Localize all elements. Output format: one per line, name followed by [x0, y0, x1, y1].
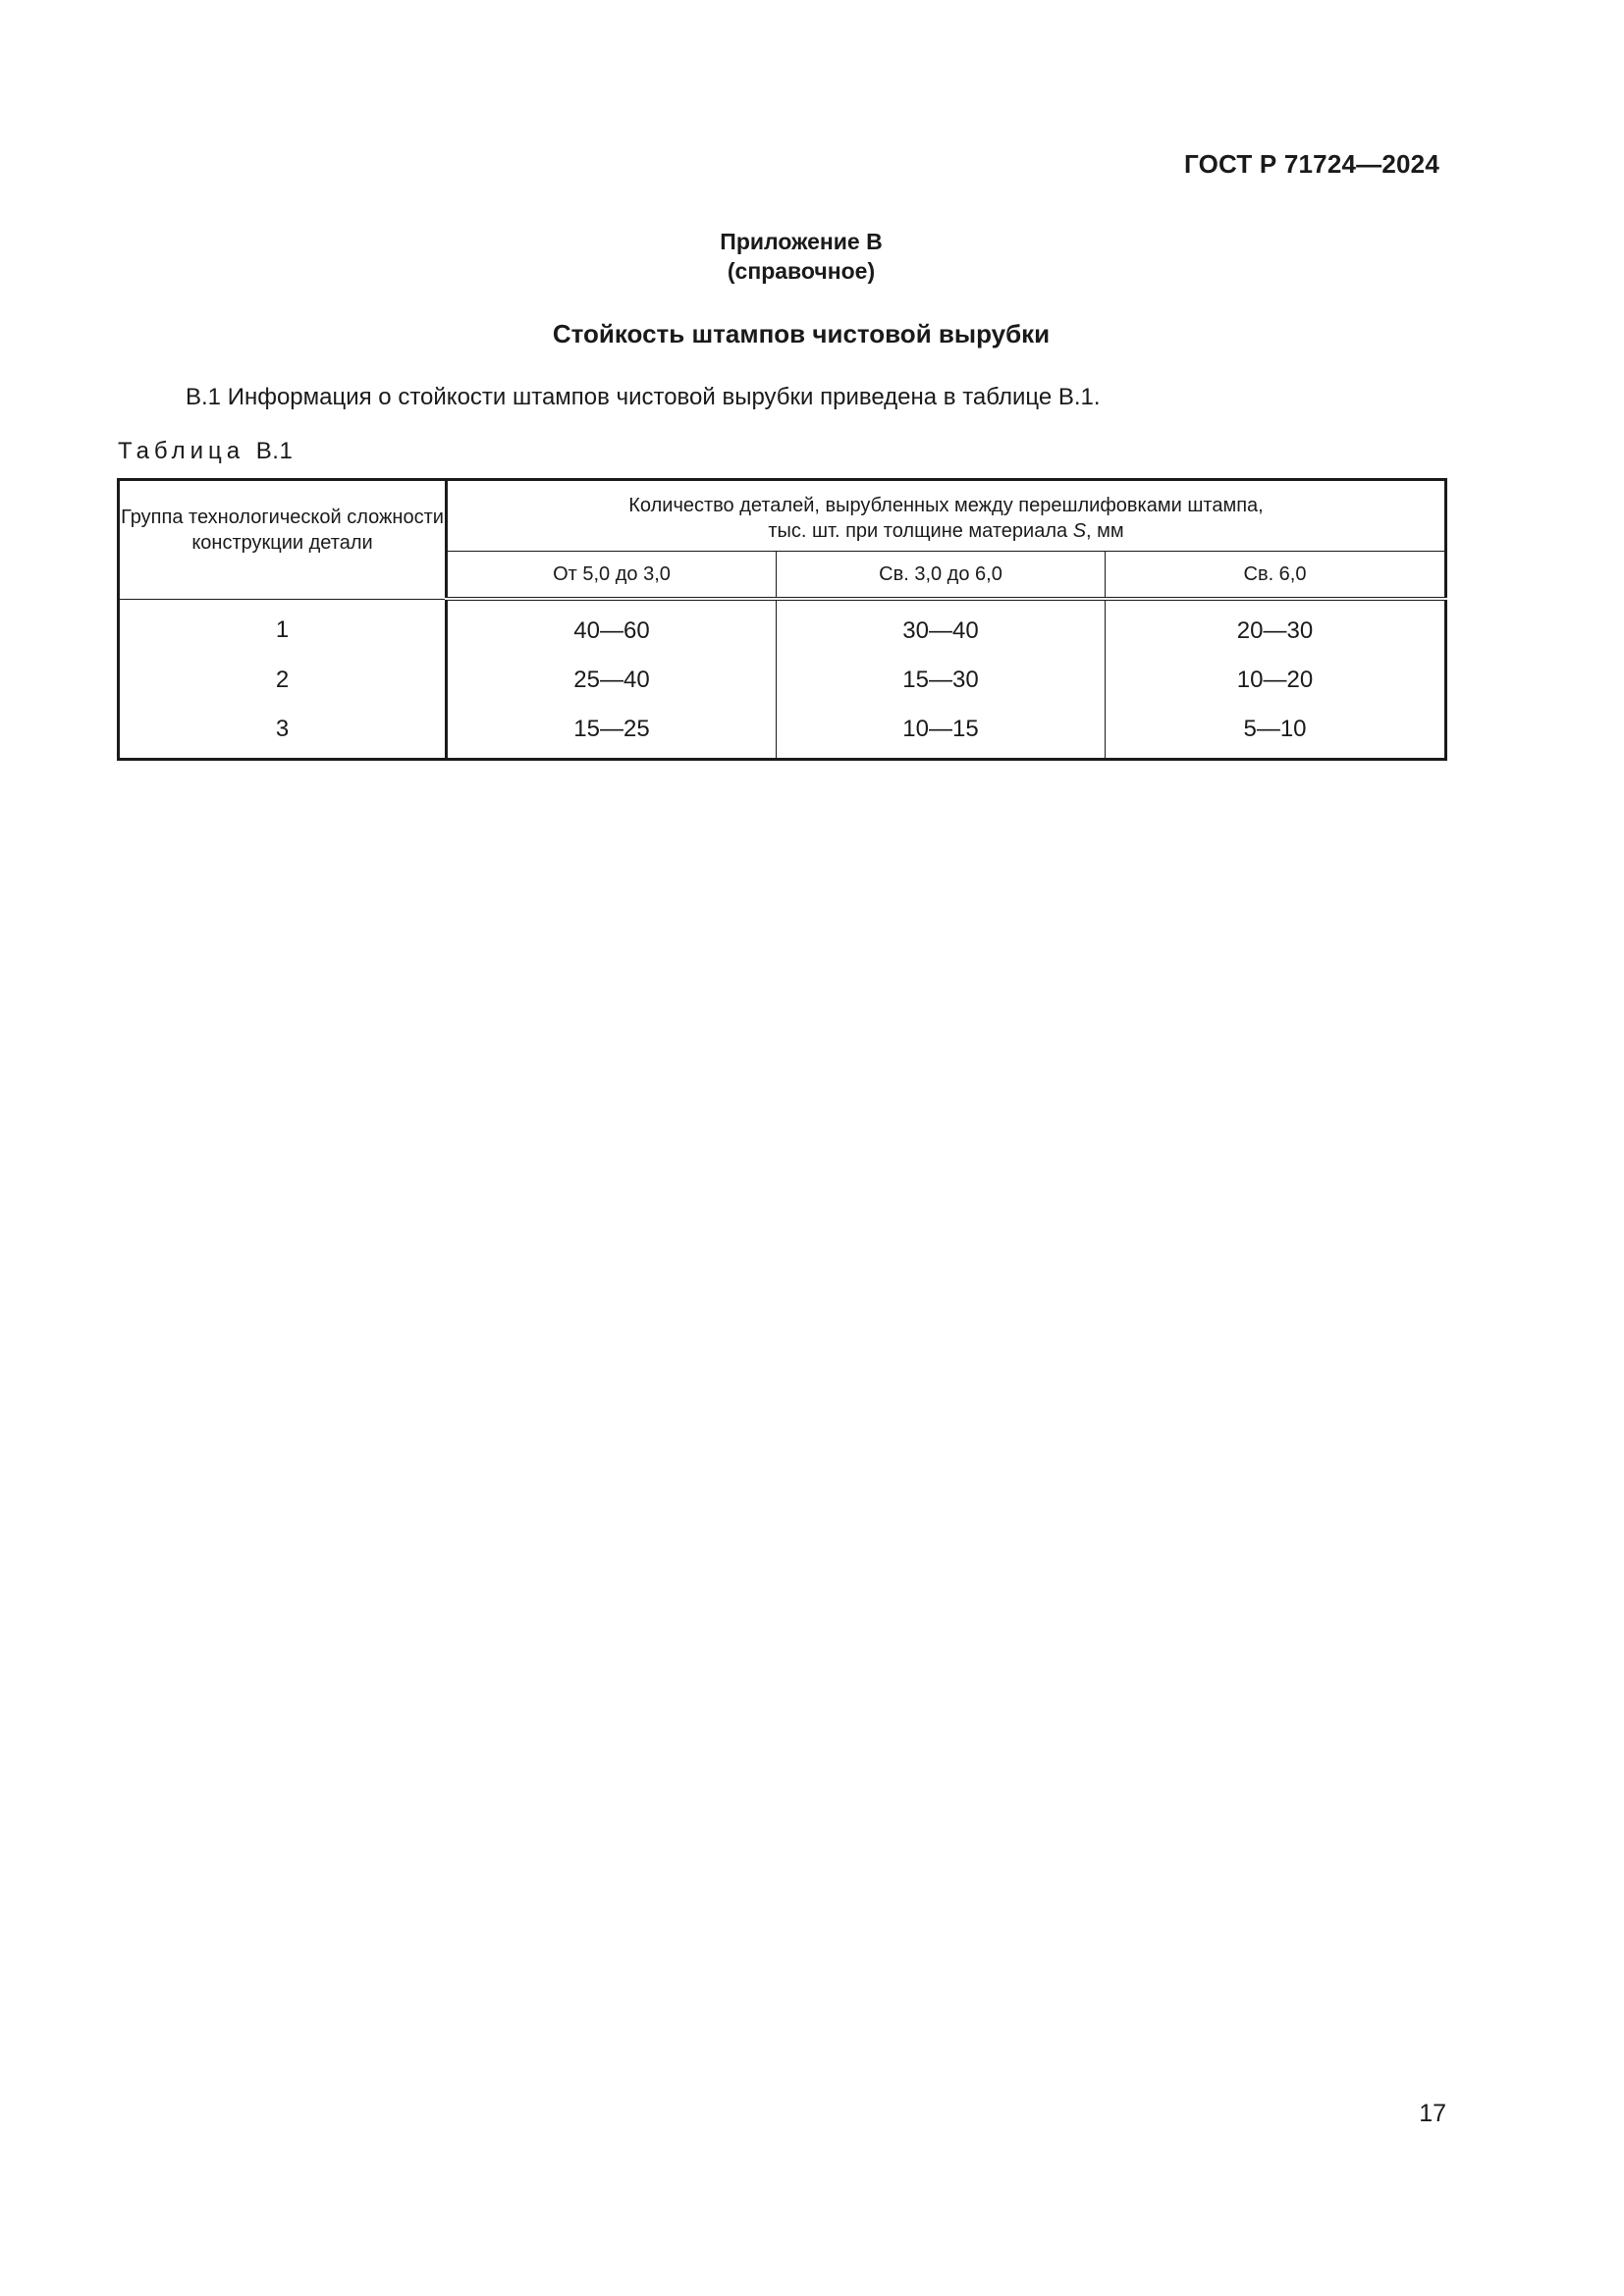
page-number: 17 — [1419, 2100, 1446, 2127]
quantity-column-header — [447, 480, 1446, 552]
value-cell: 5—10 — [1106, 705, 1446, 760]
appendix-title: Приложение В — [720, 229, 883, 254]
durability-table — [117, 478, 1447, 761]
section-title: Стойкость штампов чистовой вырубки — [552, 319, 1051, 348]
table-row — [119, 599, 1446, 656]
value-cell: 25—40 — [447, 656, 777, 705]
value-cell: 15—30 — [777, 656, 1106, 705]
quantity-header-prefix: тыс. шт. при толщине материала — [768, 519, 1073, 542]
body-paragraph: В.1 Информация о стойкости штампов чистовой вырубки приведена в таблице В.1. — [186, 384, 1101, 410]
thickness-column-header: Св. 6,0 — [1106, 552, 1446, 600]
standard-id: ГОСТ Р 71724—2024 — [1184, 149, 1439, 179]
quantity-header-line1: Количество деталей, вырубленных между перешлифовками штампа, — [628, 494, 1264, 516]
value-cell: 20—30 — [1106, 599, 1446, 656]
group-cell: 2 — [119, 656, 447, 705]
value-cell: 10—15 — [777, 705, 1106, 760]
table-caption-label: Таблица — [118, 438, 245, 464]
value-cell: 30—40 — [777, 599, 1106, 656]
thickness-symbol: S — [1072, 519, 1087, 542]
table-caption-number: В.1 — [255, 438, 294, 464]
quantity-header-line2 — [448, 518, 1444, 544]
quantity-header-suffix: , мм — [1086, 519, 1124, 542]
table-caption — [118, 438, 293, 465]
group-cell: 1 — [119, 599, 447, 656]
table-row — [119, 656, 1446, 705]
value-cell: 15—25 — [447, 705, 777, 760]
appendix-subtitle: (справочное) — [727, 258, 876, 284]
group-column-header: Группа технологической сложности конструкции детали — [119, 480, 447, 600]
thickness-column-header: От 5,0 до 3,0 — [447, 552, 777, 600]
table-row — [119, 705, 1446, 760]
appendix-heading — [0, 227, 1602, 286]
value-cell: 10—20 — [1106, 656, 1446, 705]
value-cell: 40—60 — [447, 599, 777, 656]
thickness-column-header: Св. 3,0 до 6,0 — [777, 552, 1106, 600]
group-cell: 3 — [119, 705, 447, 760]
